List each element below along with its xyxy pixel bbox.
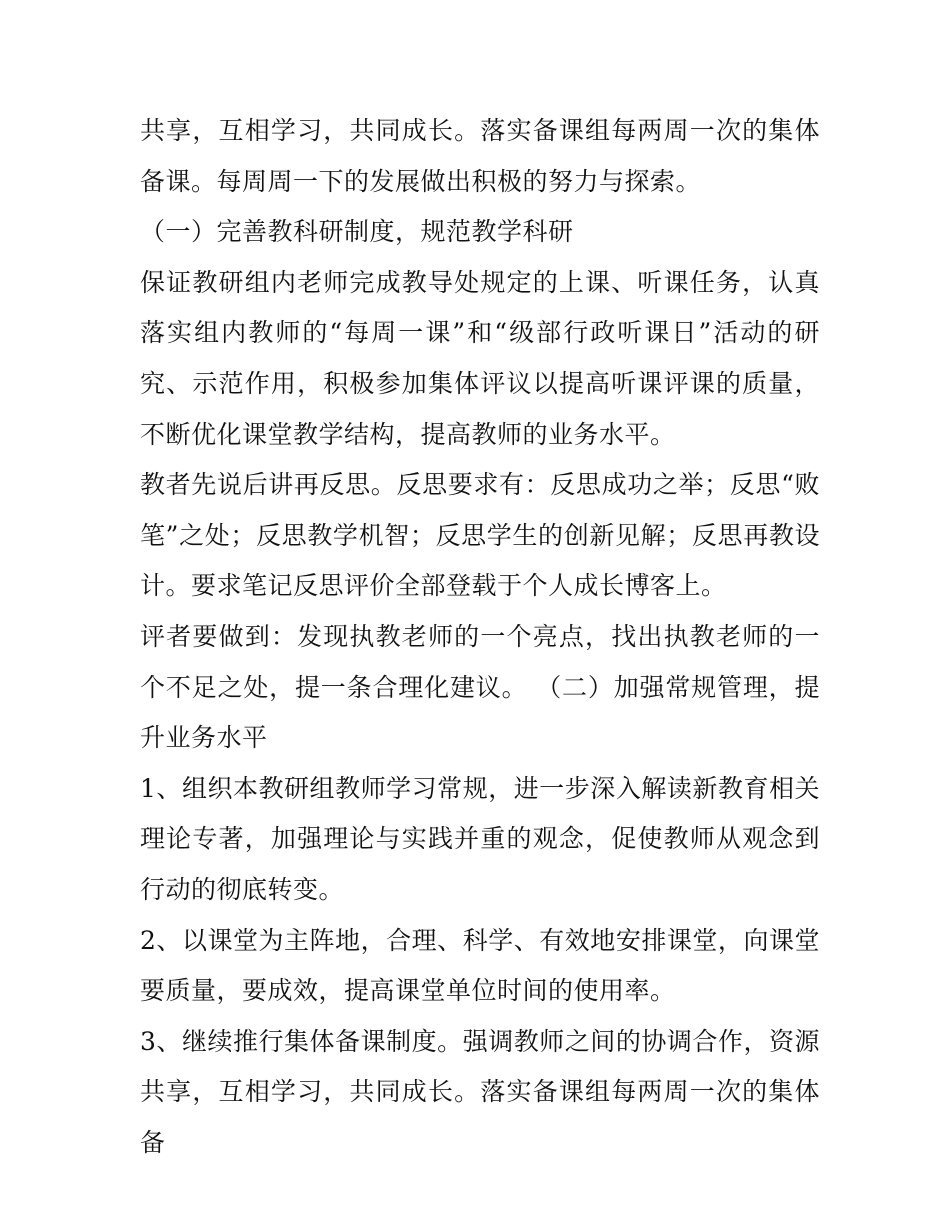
list-item-1: 1、组织本教研组教师学习常规，进一步深入解读新教育相关理论专著，加强理论与实践并重的观念，促使教师从观念到行动的彻底转变。	[140, 773, 820, 904]
paragraph-reflection: 教者先说后讲再反思。反思要求有：反思成功之举；反思“败笔”之处；反思教学机智；反思学生的创新见解；反思再教设计。要求笔记反思评价全部登载于个人成长博客上。	[140, 470, 820, 601]
paragraph-continuation: 共享，互相学习，共同成长。落实备课组每两周一次的集体备课。每周周一下的发展做出积极的努力与探索。	[140, 116, 820, 196]
list-item-2: 2、以课堂为主阵地，合理、科学、有效地安排课堂，向课堂要质量，要成效，提高课堂单位时间的使用率。	[140, 925, 820, 1006]
document-body	[140, 106, 820, 1168]
section-heading-one: （一）完善教科研制度，规范教学科研	[140, 217, 574, 247]
list-item-3: 3、继续推行集体备课制度。强调教师之间的协调合作，资源共享，互相学习，共同成长。落实备课组每两周一次的集体备	[140, 1026, 820, 1157]
paragraph-evaluation: 评者要做到：发现执教老师的一个亮点，找出执教老师的一个不足之处，提一条合理化建议。 （二）加强常规管理，提升业务水平	[140, 621, 820, 753]
paragraph-lesson-observation: 保证教研组内老师完成教导处规定的上课、听课任务，认真落实组内教师的“每周一课”和“级部行政听课日”活动的研究、示范作用，积极参加集体评议以提高听课评课的质量，不断优化课堂教学结构，提高教师的业务水平。	[140, 267, 820, 449]
